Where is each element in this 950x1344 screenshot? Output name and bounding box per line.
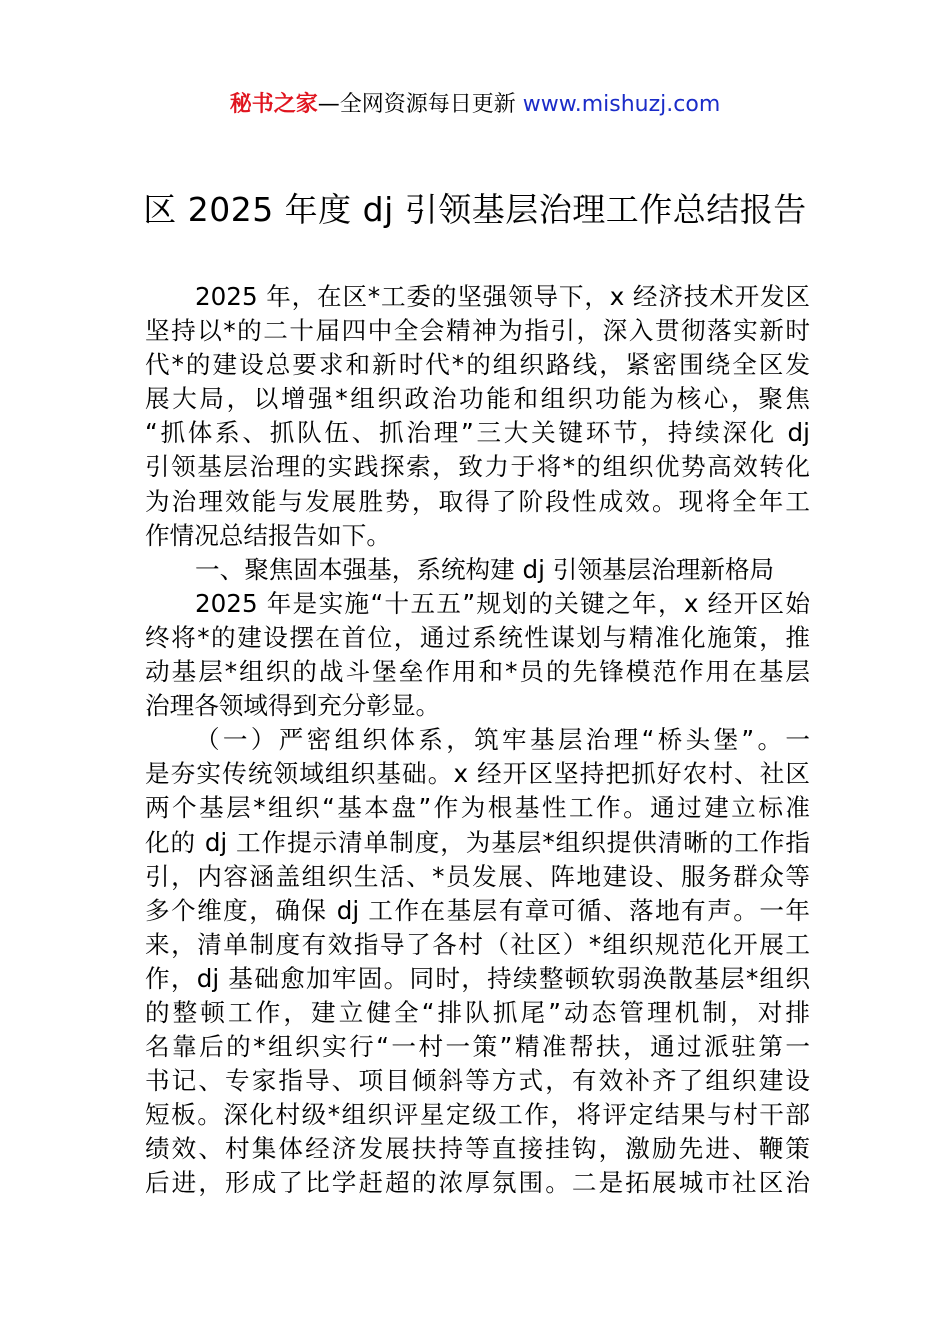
body-line: 的整顿工作，建立健全“排队抓尾”动态管理机制，对排 xyxy=(145,997,810,1027)
body-line: 引领基层治理的实践探索，致力于将*的组织优势高效转化 xyxy=(145,452,810,482)
body-line: 多个维度，确保 dj 工作在基层有章可循、落地有声。一年 xyxy=(145,895,810,925)
body-line: 终将*的建设摆在首位，通过系统性谋划与精准化施策，推 xyxy=(145,622,810,652)
body-line: 动基层*组织的战斗堡垒作用和*员的先锋模范作用在基层 xyxy=(145,657,810,687)
body-line: 引，内容涵盖组织生活、*员发展、阵地建设、服务群众等 xyxy=(145,861,810,891)
body-line: 作情况总结报告如下。 xyxy=(145,520,391,550)
body-line: “抓体系、抓队伍、抓治理”三大关键环节，持续深化 dj xyxy=(145,418,810,448)
body-line: 治理各领域得到充分彰显。 xyxy=(145,691,441,721)
body-line: 2025 年，在区*工委的坚强领导下，x 经济技术开发区 xyxy=(195,282,810,311)
body-line: 是夯实传统领域组织基础。x 经开区坚持把抓好农村、社区 xyxy=(145,759,810,789)
body-line: 后进，形成了比学赶超的浓厚氛围。二是拓展城市社区治 xyxy=(145,1168,810,1198)
brand-name: 秘书之家 xyxy=(229,92,318,117)
body-line: 2025 年是实施“十五五”规划的关键之年，x 经开区始 xyxy=(195,588,810,618)
body-line: 名靠后的*组织实行“一村一策”精准帮扶，通过派驻第一 xyxy=(145,1032,810,1062)
header-tagline: —全网资源每日更新 xyxy=(317,92,523,117)
body-line: 作，dj 基础愈加牢固。同时，持续整顿软弱涣散基层*组织 xyxy=(145,963,810,993)
document-title: 区 2025 年度 dj 引领基层治理工作总结报告 xyxy=(143,190,807,229)
body-line: 化的 dj 工作提示清单制度，为基层*组织提供清晰的工作指 xyxy=(145,827,810,857)
section-heading: 一、聚焦固本强基，系统构建 dj 引领基层治理新格局 xyxy=(195,554,775,584)
body-line: 代*的建设总要求和新时代*的组织路线，紧密围绕全区发 xyxy=(145,350,810,380)
body-line: 两个基层*组织“基本盘”作为根基性工作。通过建立标准 xyxy=(145,793,810,823)
body-line: 为治理效能与发展胜势，取得了阶段性成效。现将全年工 xyxy=(145,486,810,516)
body-line: 坚持以*的二十届四中全会精神为指引，深入贯彻落实新时 xyxy=(145,316,810,346)
body-line: 绩效、村集体经济发展扶持等直接挂钩，激励先进、鞭策 xyxy=(145,1134,810,1164)
body-line: 书记、专家指导、项目倾斜等方式，有效补齐了组织建设 xyxy=(145,1066,810,1096)
body-line: 展大局，以增强*组织政治功能和组织功能为核心，聚焦 xyxy=(145,384,810,414)
body-line: 短板。深化村级*组织评星定级工作，将评定结果与村干部 xyxy=(145,1100,810,1130)
site-url-link[interactable]: www.mishuzj.com xyxy=(522,92,721,117)
site-header xyxy=(0,88,950,122)
document-body xyxy=(145,280,810,1201)
body-line: 来，清单制度有效指导了各村（社区）*组织规范化开展工 xyxy=(145,929,810,959)
subsection-heading: （一）严密组织体系，筑牢基层治理“桥头堡”。一 xyxy=(195,725,810,755)
